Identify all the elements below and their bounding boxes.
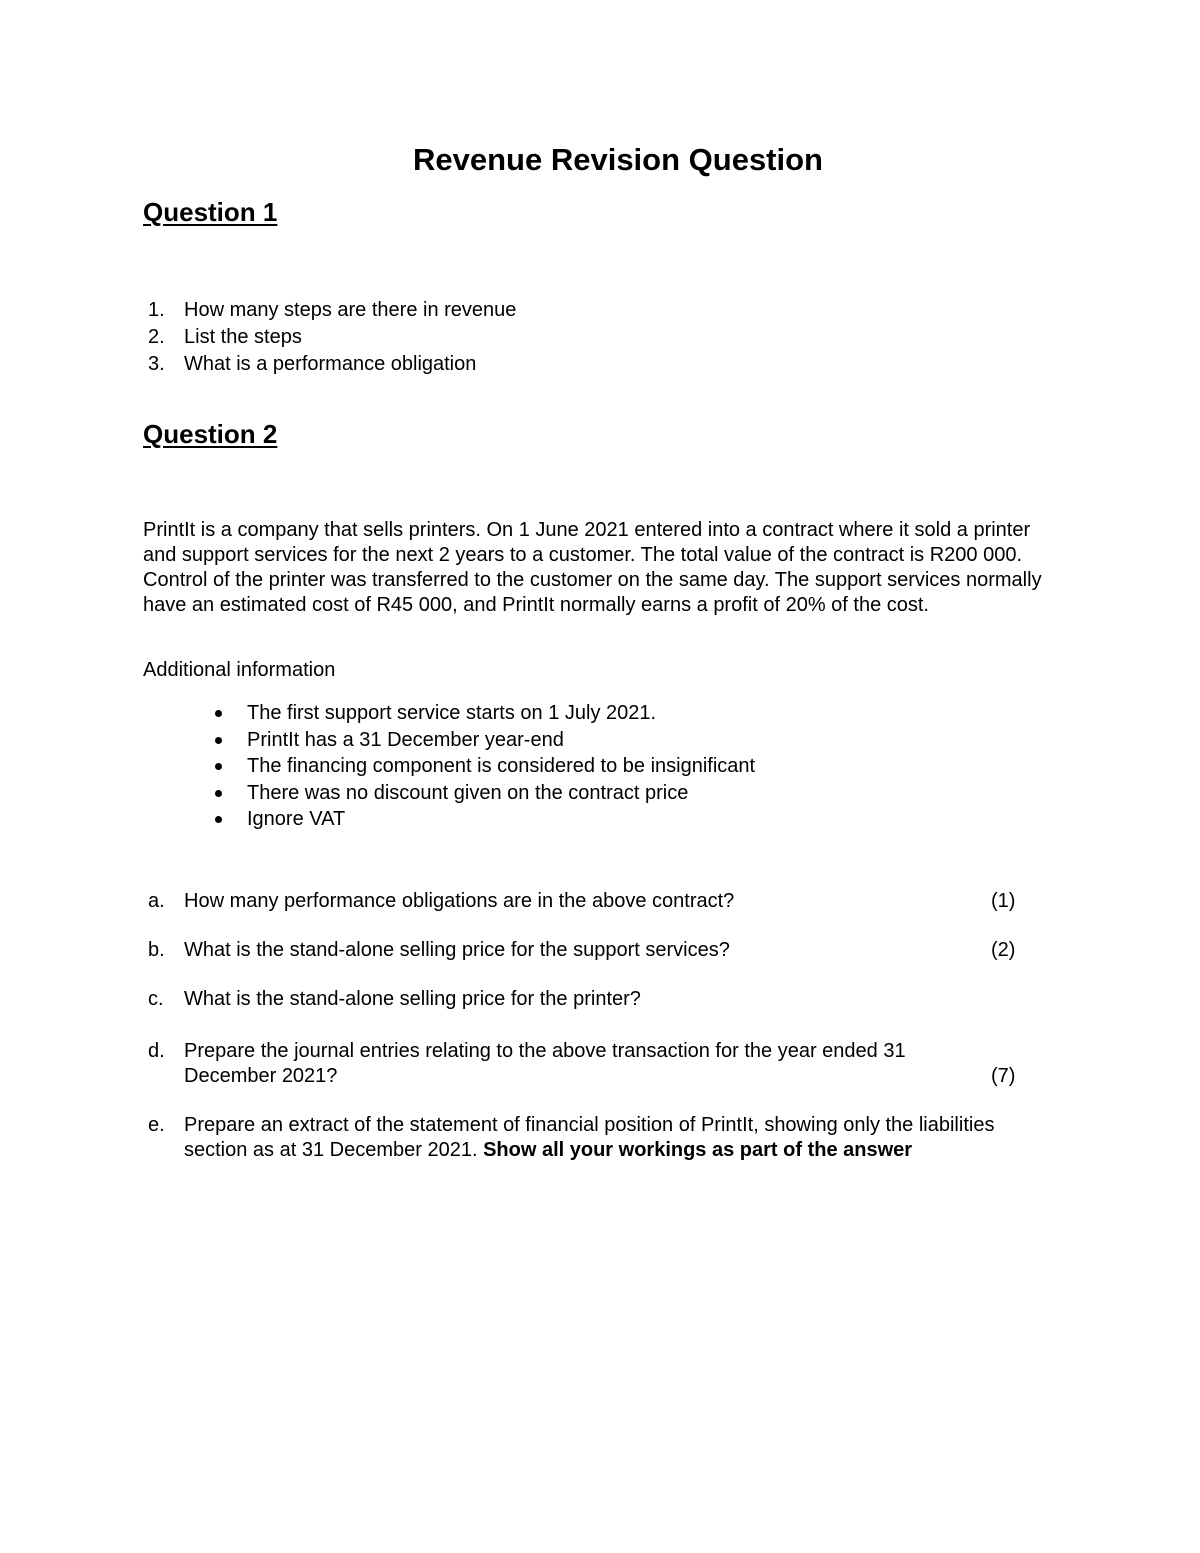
bullet-item: PrintIt has a 31 December year-end — [214, 727, 755, 754]
question-1-heading: Question 1 — [143, 197, 278, 227]
subquestion-marks: (1) — [991, 890, 1016, 912]
subquestion-letter: d. — [148, 1040, 165, 1062]
page-title: Revenue Revision Question — [413, 142, 823, 177]
subquestion-text: What is the stand-alone selling price for the support services? — [184, 939, 730, 961]
subquestion-text-bold: Show all your workings as part of the answer — [483, 1139, 913, 1161]
subquestion-text: How many performance obligations are in the above contract? — [184, 890, 735, 912]
subquestion-text — [184, 1113, 1063, 1163]
subquestion-marks: (2) — [991, 939, 1016, 961]
subquestion-marks: (7) — [991, 1065, 1016, 1087]
list-item-text: List the steps — [184, 326, 302, 348]
question-1-list — [143, 297, 516, 378]
list-item — [143, 297, 516, 324]
subquestion-text-plain: Prepare an extract of the statement of financial position of PrintIt, showing only the liabilities section as at 31 December 2021. — [184, 1114, 995, 1161]
subquestion-letter: a. — [148, 890, 165, 912]
list-item — [143, 324, 516, 351]
list-item-text: What is a performance obligation — [184, 353, 477, 375]
subquestion-letter: c. — [148, 988, 164, 1010]
list-item-number: 1. — [148, 299, 165, 321]
question-2-heading: Question 2 — [143, 419, 278, 449]
bullet-item: There was no discount given on the contract price — [214, 780, 755, 807]
list-item — [143, 351, 516, 378]
list-item-number: 3. — [148, 353, 165, 375]
additional-information-list — [214, 700, 755, 833]
bullet-item: The first support service starts on 1 July 2021. — [214, 700, 755, 727]
list-item-text: How many steps are there in revenue — [184, 299, 517, 321]
subquestion-letter: b. — [148, 939, 165, 961]
scenario-paragraph: PrintIt is a company that sells printers. On 1 June 2021 entered into a contract where it sold a printer and support services for the next 2 years to a customer. The total value of the contract is R200 000. Control of the printer was transferred to the customer on the same day. The support services normally have an estimated cost of R45 000, and PrintIt normally earns a profit of 20% of the cost. — [143, 519, 1042, 616]
additional-information-label: Additional information — [143, 659, 336, 681]
list-item-number: 2. — [148, 326, 165, 348]
bullet-item: The financing component is considered to be insignificant — [214, 753, 755, 780]
subquestion-letter: e. — [148, 1114, 165, 1136]
subquestion-text: Prepare the journal entries relating to the above transaction for the year ended 31 December 2021? — [184, 1040, 906, 1087]
subquestion-text: What is the stand-alone selling price for the printer? — [184, 988, 641, 1010]
bullet-item: Ignore VAT — [214, 806, 755, 833]
